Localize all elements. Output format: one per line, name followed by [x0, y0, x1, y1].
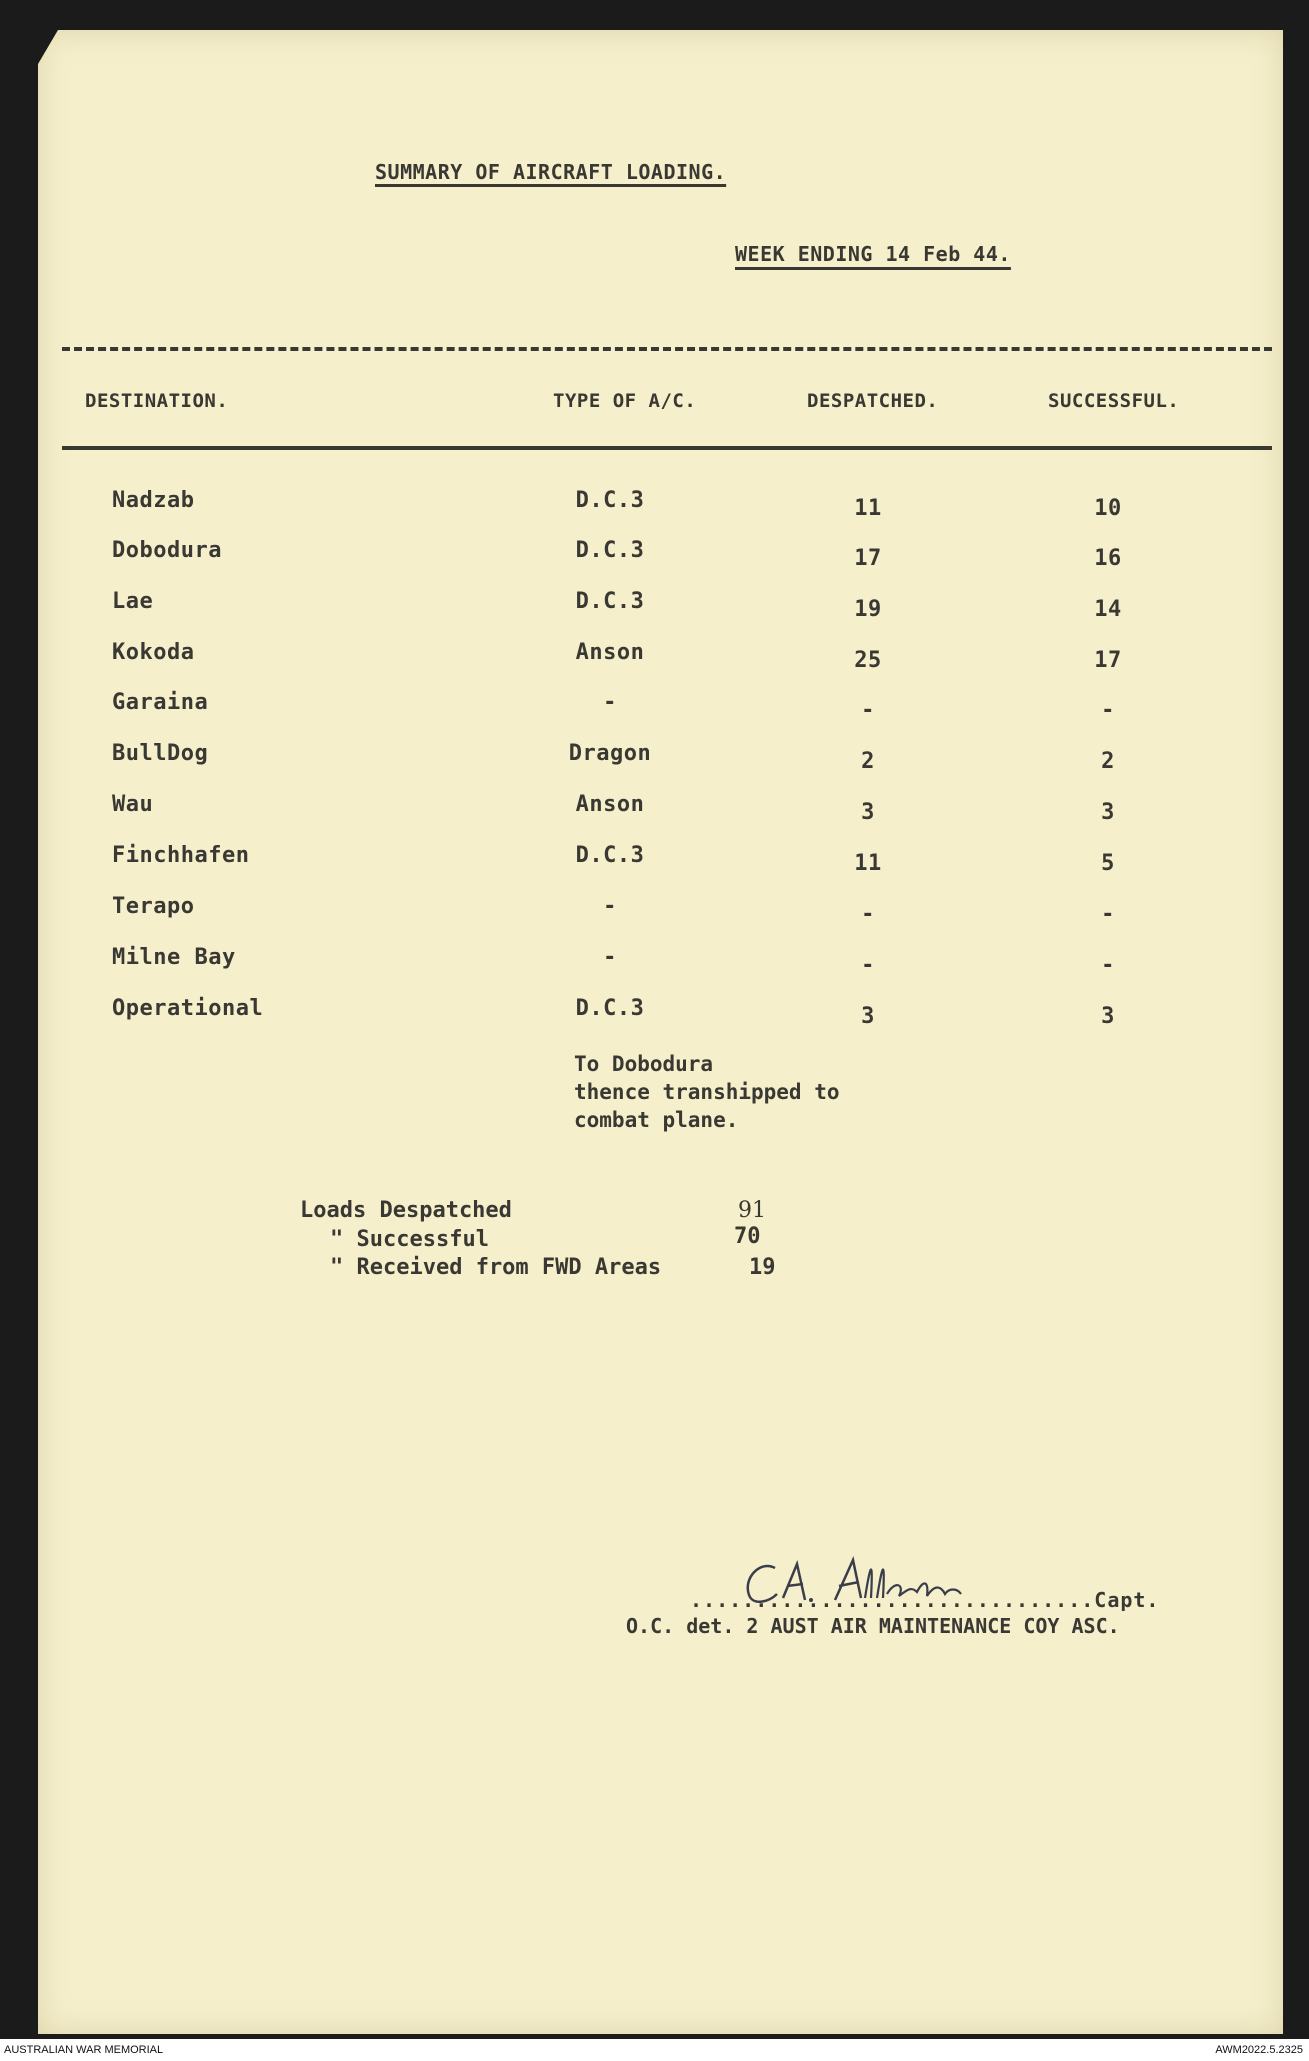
cell-type: Dragon [568, 741, 652, 766]
header-rule-bottom [62, 446, 1272, 450]
cell-despatched: 17 [854, 546, 882, 571]
cell-destination: Kokoda [112, 640, 195, 665]
cell-despatched: - [861, 902, 875, 927]
summary-successful-value: 70 [734, 1224, 761, 1249]
cell-successful: 3 [1101, 1004, 1115, 1029]
cell-despatched: 11 [854, 851, 882, 876]
cell-destination: Nadzab [112, 488, 195, 513]
cell-destination: Lae [112, 589, 154, 614]
header-despatched: DESPATCHED. [807, 390, 939, 412]
cell-destination: Garaina [112, 690, 209, 715]
cell-type: D.C.3 [575, 538, 645, 563]
cell-despatched: - [861, 698, 875, 723]
summary-received-value: 19 [749, 1255, 776, 1280]
summary-despatched-label: Loads Despatched [300, 1198, 512, 1223]
summary-successful-label: " Successful [330, 1227, 489, 1252]
footer-institution: AUSTRALIAN WAR MEMORIAL [4, 2044, 164, 2056]
cell-type: D.C.3 [575, 996, 645, 1021]
cell-successful: 17 [1094, 648, 1122, 673]
signature-line-rank: ...............................Capt. [690, 1588, 1160, 1612]
cell-destination: Milne Bay [112, 945, 236, 970]
footer-reference: AWM2022.5.2325 [1215, 2044, 1303, 2056]
cell-type: - [603, 894, 617, 919]
document-title: SUMMARY OF AIRCRAFT LOADING. [375, 160, 727, 184]
header-destination: DESTINATION. [85, 390, 229, 412]
archive-footer [0, 2039, 1309, 2061]
cell-successful: 14 [1094, 597, 1122, 622]
cell-successful: 10 [1094, 496, 1122, 521]
cell-type: Anson [575, 792, 645, 817]
summary-despatched-value: 91 [738, 1198, 766, 1223]
cell-successful: - [1101, 953, 1115, 978]
header-rule-top [62, 347, 1272, 351]
cell-type: D.C.3 [575, 843, 645, 868]
cell-destination: BullDog [112, 741, 209, 766]
cell-destination: Operational [112, 996, 264, 1021]
cell-destination: Dobodura [112, 538, 222, 563]
cell-destination: Terapo [112, 894, 195, 919]
cell-despatched: 25 [854, 648, 882, 673]
signature-title: O.C. det. 2 AUST AIR MAINTENANCE COY ASC. [626, 1614, 1120, 1638]
cell-despatched: 3 [861, 800, 875, 825]
cell-successful: 16 [1094, 546, 1122, 571]
cell-despatched: 11 [854, 496, 882, 521]
cell-successful: - [1101, 698, 1115, 723]
cell-type: - [603, 945, 617, 970]
operational-note: To Dobodura thence transhipped to combat plane. [574, 1052, 840, 1132]
week-ending: WEEK ENDING 14 Feb 44. [735, 242, 1011, 266]
cell-despatched: 3 [861, 1004, 875, 1029]
cell-type: D.C.3 [575, 589, 645, 614]
header-type: TYPE OF A/C. [553, 390, 697, 412]
cell-despatched: 19 [854, 597, 882, 622]
document-page [38, 30, 1283, 2034]
cell-successful: 5 [1101, 851, 1115, 876]
cell-destination: Finchhafen [112, 843, 250, 868]
cell-successful: 3 [1101, 800, 1115, 825]
cell-successful: - [1101, 902, 1115, 927]
cell-type: Anson [575, 640, 645, 665]
header-successful: SUCCESSFUL. [1048, 390, 1180, 412]
cell-destination: Wau [112, 792, 154, 817]
cell-successful: 2 [1101, 749, 1115, 774]
cell-type: D.C.3 [575, 488, 645, 513]
cell-despatched: - [861, 953, 875, 978]
summary-received-label: " Received from FWD Areas [330, 1255, 662, 1280]
cell-despatched: 2 [861, 749, 875, 774]
cell-type: - [603, 690, 617, 715]
